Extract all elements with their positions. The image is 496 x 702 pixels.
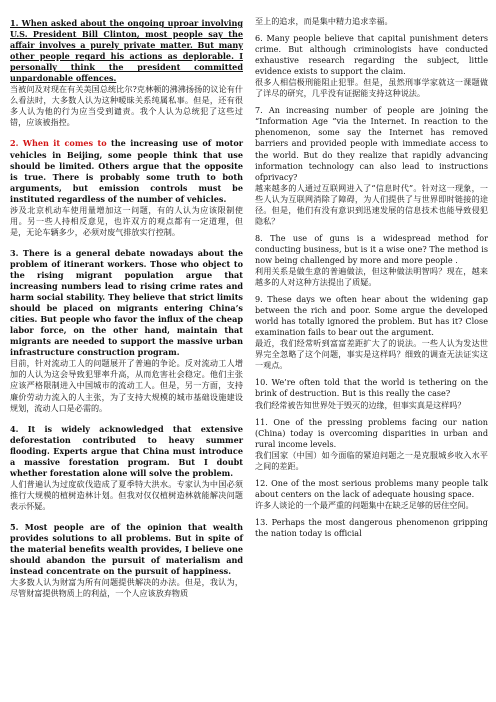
item-13-english: 13. Perhaps the most dangerous phenomenon gripping the nation today is official [255,516,488,538]
item-3 [10,248,243,414]
item-1-english: 1. When asked about the ongoing uproar involving U.S. President Bill Clinton, most people say the affair involves a purely private matter. But many other people regard his actions as deplorable. I personally think the president committed unpardonable offences. [10,18,243,84]
item-2-english: the increasing use of motor vehicles in Beijing, some people think that use should be limited. Others argue that the opposite is true. There is probably some truth to both arguments, but emission controls must be instituted regardless of the number of vehicles. [10,138,244,204]
item-12 [255,478,488,511]
item-11-chinese: 我们国家（中国）如今面临的紧迫问题之一是克服城乡收入水平之间的差距。 [255,449,488,471]
item-10-english: 10. We’re often told that the world is tethering on the brink of destruction. But is this really the case? [255,377,488,399]
item-11-english: 11. One of the pressing problems facing our nation (China) today is overcoming disparities in urban and rural income levels. [255,416,488,449]
item-6-chinese: 很多人相信极刑能阻止犯罪。但是，虽然刑事学家就这一课题做了详尽的研究，几乎没有证据能支持这种说法。 [255,77,488,99]
item-1 [10,18,243,128]
item-8-english: 8. The use of guns is a widespread method for conducting business, but is it a wise one? The method is now being challenged by more and more people . [255,232,488,265]
item-11 [255,417,488,472]
item-4-chinese: 人们普遍认为过度砍伐造成了夏季特大洪水。专家认为中国必须推行大规模的植树造林计划。但我对仅仅植树造林就能解决问题表示怀疑。 [10,478,243,511]
item-7-chinese: 越来越多的人通过互联网进入了“信息时代”。针对这一现象，一些人认为互联网消除了障碍，为人们提供了与世界即时链接的途径。但是，他们有没有意识到迅速发展的信息技术也能导致侵犯隐私？ [255,182,488,226]
item-13 [255,517,488,539]
item-12-english: 12. One of the most serious problems many people talk about centers on the lack of adequate housing space. [255,477,488,499]
item-5-english: 5. Most people are of the opinion that wealth provides solutions to all problems. But in spite of the material benefits wealth provides, I believe one should abandon the pursuit of materialism and instead concentrate on the pursuit of happiness. [10,521,243,577]
item-4-english: 4. It is widely acknowledged that extensive deforestation contributed to heavy summer flooding. Experts argue that China must introduce a massive forestation program. But I doubt whether forestation alone will solve the problem. [10,423,243,478]
item-5-chinese-continued: 至上的追求，而是集中精力追求幸福。 [255,16,393,26]
item-8 [255,233,488,288]
right-column [255,16,488,545]
item-5 [10,522,243,599]
item-9-chinese: 最近，我们经常听到富富差距扩大了的说法。一些人认为发达世界完全忽略了这个问题，事实是这样吗？细致的调查无法证实这一观点。 [255,338,488,371]
item-6-english: 6. Many people believe that capital punishment deters crime. But although criminologists have conducted exhaustive research regarding the subject, little evidence exists to support the claim. [255,33,488,77]
item-6 [255,33,488,99]
item-2 [10,138,243,237]
item-7 [255,105,488,227]
item-2-lead-phrase: 2. When it comes to [10,138,107,149]
item-8-chinese: 利用关系是做生意的普遍做法，但这种做法明智吗？现在，越来越多的人对这种方法提出了质疑。 [255,265,488,288]
item-12-chinese: 许多人谈论的一个最严重的问题集中在缺乏足够的居住空间。 [255,499,474,510]
item-10 [255,377,488,410]
item-4 [10,424,243,512]
item-9 [255,294,488,371]
item-2-chinese: 涉及北京机动车使用量增加这一问题，有的人认为应该限制使用。另一些人持相反意见，也许双方的观点都有一定道理，但是，无论车辆多少，必须对废气排放实行控制。 [10,204,243,237]
item-7-english: 7. An increasing number of people are joining the “Information Age ”via the Internet. In reaction to the phenomenon, some say the Internet has removed barriers and provided people with immediate access to the world. But do they realize that rapidly advancing information technology can also lead to instructions ofprivacy? [255,105,488,182]
item-3-english: 3. There is a general debate nowadays about the problem of itinerant workers. Those who object to the rising migrant population argue that increasing numbers lead to rising crime rates and harm social stability. They believe that strict limits should be placed on migrants entering China’s cities. But people who favor the influx of the cheap labor force, on the other hand, maintain that migrants are needed to support the massive urban infrastructure construction program. [10,247,243,358]
item-9-english: 9. These days we often hear about the widening gap between the rich and poor. Some argue the developed world has totally ignored the problem. But has it? Close examination fails to bear out the argument. [255,294,488,338]
item-5-continuation [255,16,488,27]
item-5-chinese: 大多数人认为财富为所有问题提供解决的办法。但是，我认为，尽管财富提供物质上的利益，一个人应该放弃物质 [10,577,243,599]
left-column [10,18,243,609]
item-3-chinese: 目前，针对流动工人的问题展开了普遍的争论。反对流动工人增加的人认为这会导致犯罪率升高，从而危害社会稳定。他们主张应该严格限制进入中国城市的流动工人。但是，另一方面，支持廉价劳动力流入的人主张，为了支持大规模的城市基础设施建设规划，流动人口是必需的。 [10,358,243,413]
item-10-chinese: 我们经常被告知世界处于毁灭的边缘，但事实真是这样吗？ [255,399,466,410]
item-1-chinese: 当被问及对现在有关美国总统比尔?克林顿的沸沸扬扬的议论有什么看法时，大多数人认为这种暧昧关系纯属私事。但是，还有很多人认为他的行为应当受到谴责。我个人认为总统犯了这些过错，应该被指控。 [10,84,243,128]
